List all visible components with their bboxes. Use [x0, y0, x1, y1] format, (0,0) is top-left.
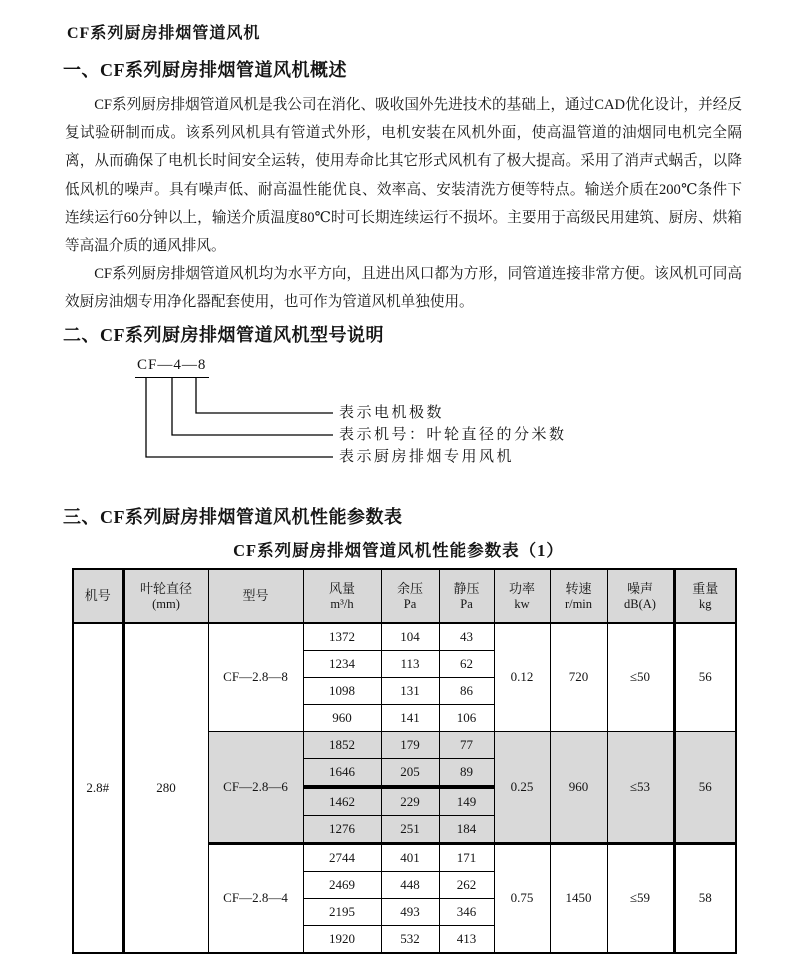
col-header-power: 功率 kw [494, 569, 550, 623]
cell-airflow: 1462 [303, 787, 381, 816]
performance-table [72, 568, 737, 954]
cell-noise: ≤53 [607, 731, 674, 843]
cell-residual-pressure: 493 [381, 898, 439, 925]
cell-power: 0.12 [494, 623, 550, 732]
cell-static-pressure: 106 [439, 704, 494, 731]
cell-speed: 960 [550, 731, 607, 843]
cell-weight: 58 [674, 843, 736, 953]
model-code: CF—4—8 [135, 357, 209, 378]
col-header-machine-no: 机号 [73, 569, 123, 623]
cell-static-pressure: 262 [439, 871, 494, 898]
cell-airflow: 1234 [303, 650, 381, 677]
page-title: CF系列厨房排烟管道风机 [67, 25, 261, 42]
col-header-model: 型号 [208, 569, 303, 623]
table-header-row [73, 569, 736, 623]
cell-residual-pressure: 448 [381, 871, 439, 898]
cell-static-pressure: 62 [439, 650, 494, 677]
cell-airflow: 2195 [303, 898, 381, 925]
cell-machine-no: 2.8# [73, 623, 123, 953]
cell-residual-pressure: 141 [381, 704, 439, 731]
col-header-weight: 重量 kg [674, 569, 736, 623]
cell-static-pressure: 184 [439, 815, 494, 843]
cell-airflow: 960 [303, 704, 381, 731]
cell-residual-pressure: 113 [381, 650, 439, 677]
table-row [73, 623, 736, 651]
cell-static-pressure: 413 [439, 925, 494, 953]
cell-weight: 56 [674, 731, 736, 843]
cell-residual-pressure: 104 [381, 623, 439, 651]
cell-residual-pressure: 532 [381, 925, 439, 953]
cell-static-pressure: 89 [439, 758, 494, 787]
cell-airflow: 1852 [303, 731, 381, 758]
cell-airflow: 2744 [303, 843, 381, 871]
cell-model: CF—2.8—4 [208, 843, 303, 953]
col-header-residual-pressure: 余压 Pa [381, 569, 439, 623]
cell-noise: ≤59 [607, 843, 674, 953]
cell-model: CF—2.8—8 [208, 623, 303, 732]
cell-airflow: 1276 [303, 815, 381, 843]
cell-static-pressure: 346 [439, 898, 494, 925]
cell-power: 0.25 [494, 731, 550, 843]
cell-static-pressure: 43 [439, 623, 494, 651]
table-caption: CF系列厨房排烟管道风机性能参数表（1） [233, 540, 564, 560]
model-code-diagram [65, 357, 742, 479]
cell-residual-pressure: 179 [381, 731, 439, 758]
cell-residual-pressure: 229 [381, 787, 439, 816]
section-1-heading: 一、CF系列厨房排烟管道风机概述 [63, 60, 347, 80]
cell-airflow: 1646 [303, 758, 381, 787]
cell-residual-pressure: 401 [381, 843, 439, 871]
cell-model: CF—2.8—6 [208, 731, 303, 843]
cell-static-pressure: 171 [439, 843, 494, 871]
cell-airflow: 2469 [303, 871, 381, 898]
diagram-label-pole-count: 表示电机极数 [339, 404, 445, 421]
cell-residual-pressure: 251 [381, 815, 439, 843]
overview-paragraph-1: CF系列厨房排烟管道风机是我公司在消化、吸收国外先进技术的基础上，通过CAD优化设计，并经反复试验研制而成。该系列风机具有管道式外形，电机安装在风机外面，使高温管道的油烟同电机完全隔离，从而确保了电机长时间安全运转，使用寿命比其它形式风机有了极大提高。采用了消声式蜗舌，以降低风机的噪声。具有噪声低、耐高温性能优良、效率高、安装清洗方便等特点。输送介质在200℃条件下连续运行60分钟以上，输送介质温度80℃时可长期连续运行不损坏。主要用于高级民用建筑、厨房、烘箱等高温介质的通风排风。 [65, 97, 742, 255]
cell-speed: 720 [550, 623, 607, 732]
cell-weight: 56 [674, 623, 736, 732]
col-header-static-pressure: 静压 Pa [439, 569, 494, 623]
cell-static-pressure: 77 [439, 731, 494, 758]
diagram-label-fan-type: 表示厨房排烟专用风机 [339, 448, 515, 465]
diagram-label-machine-number: 表示机号：叶轮直径的分米数 [339, 426, 567, 443]
cell-airflow: 1098 [303, 677, 381, 704]
cell-airflow: 1920 [303, 925, 381, 953]
cell-static-pressure: 86 [439, 677, 494, 704]
col-header-impeller-diameter: 叶轮直径 (mm) [123, 569, 208, 623]
col-header-noise: 噪声 dB(A) [607, 569, 674, 623]
overview-paragraph-2: CF系列厨房排烟管道风机均为水平方向，且进出风口都为方形，同管道连接非常方便。该风机可同高效厨房油烟专用净化器配套使用，也可作为管道风机单独使用。 [65, 266, 742, 311]
col-header-airflow: 风量 m³/h [303, 569, 381, 623]
section-3-heading: 三、CF系列厨房排烟管道风机性能参数表 [63, 506, 403, 527]
cell-power: 0.75 [494, 843, 550, 953]
cell-residual-pressure: 205 [381, 758, 439, 787]
cell-static-pressure: 149 [439, 787, 494, 816]
cell-speed: 1450 [550, 843, 607, 953]
cell-residual-pressure: 131 [381, 677, 439, 704]
col-header-speed: 转速 r/min [550, 569, 607, 623]
cell-airflow: 1372 [303, 623, 381, 651]
cell-impeller-diameter: 280 [123, 623, 208, 953]
cell-noise: ≤50 [607, 623, 674, 732]
section-2-heading: 二、CF系列厨房排烟管道风机型号说明 [63, 324, 384, 345]
